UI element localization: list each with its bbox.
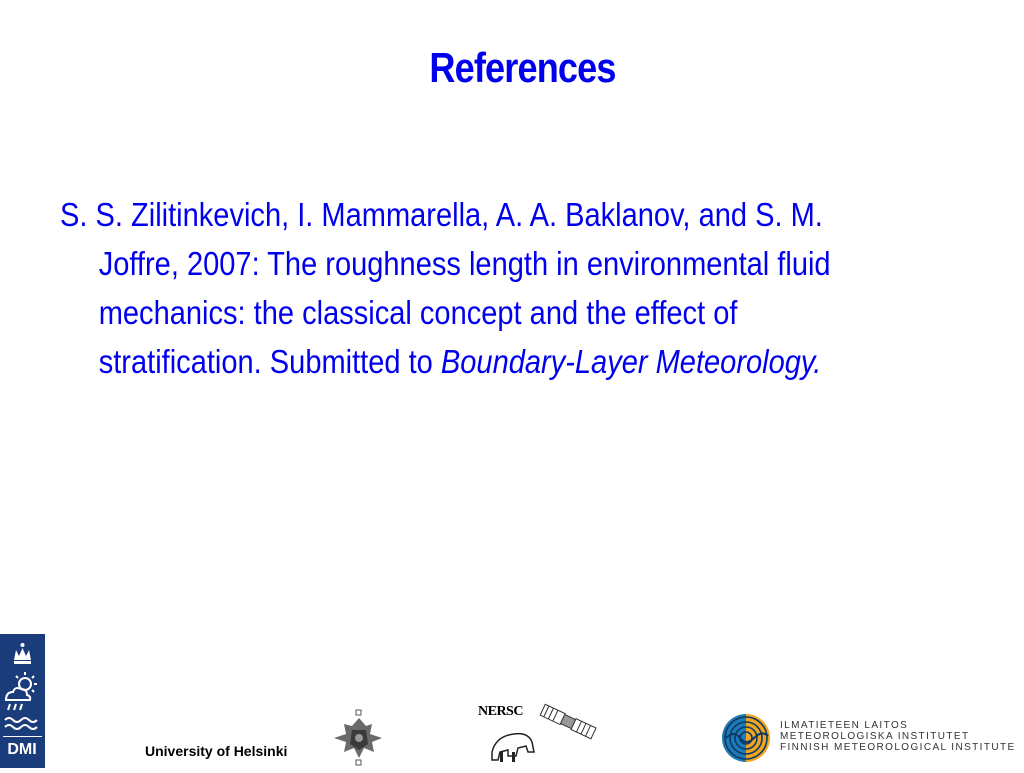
reference-line-2: Joffre, 2007: The roughness length in environmental fluid: [98, 245, 831, 282]
fmi-name-swedish: METEOROLOGISKA INSTITUTET: [780, 731, 970, 742]
university-label: University of Helsinki: [145, 743, 288, 759]
university-helsinki-logo-icon: [328, 708, 390, 768]
reference-entry: [60, 190, 1020, 386]
fmi-logo-icon: [720, 712, 772, 764]
journal-name: Boundary-Layer Meteorology.: [440, 343, 822, 380]
dmi-wordmark: [0, 736, 45, 760]
fmi-name-finnish: ILMATIETEEN LAITOS: [780, 720, 909, 731]
nersc-wordmark: NERSC: [478, 704, 523, 719]
slide-title: References: [429, 44, 616, 91]
reference-line-4: [60, 337, 905, 386]
reference-text: stratification. Submitted to: [98, 343, 441, 380]
reference-line-1: S. S. Zilitinkevich, I. Mammarella, A. A. Baklanov, and S. M.: [60, 196, 823, 233]
svg-text:DMI: DMI: [7, 741, 37, 758]
nersc-logo: [474, 700, 606, 768]
fmi-name-english: FINNISH METEOROLOGICAL INSTITUTE: [780, 742, 1016, 753]
fmi-wordmark: [780, 720, 1016, 753]
reference-line-3: mechanics: the classical concept and the effect of: [98, 294, 738, 331]
